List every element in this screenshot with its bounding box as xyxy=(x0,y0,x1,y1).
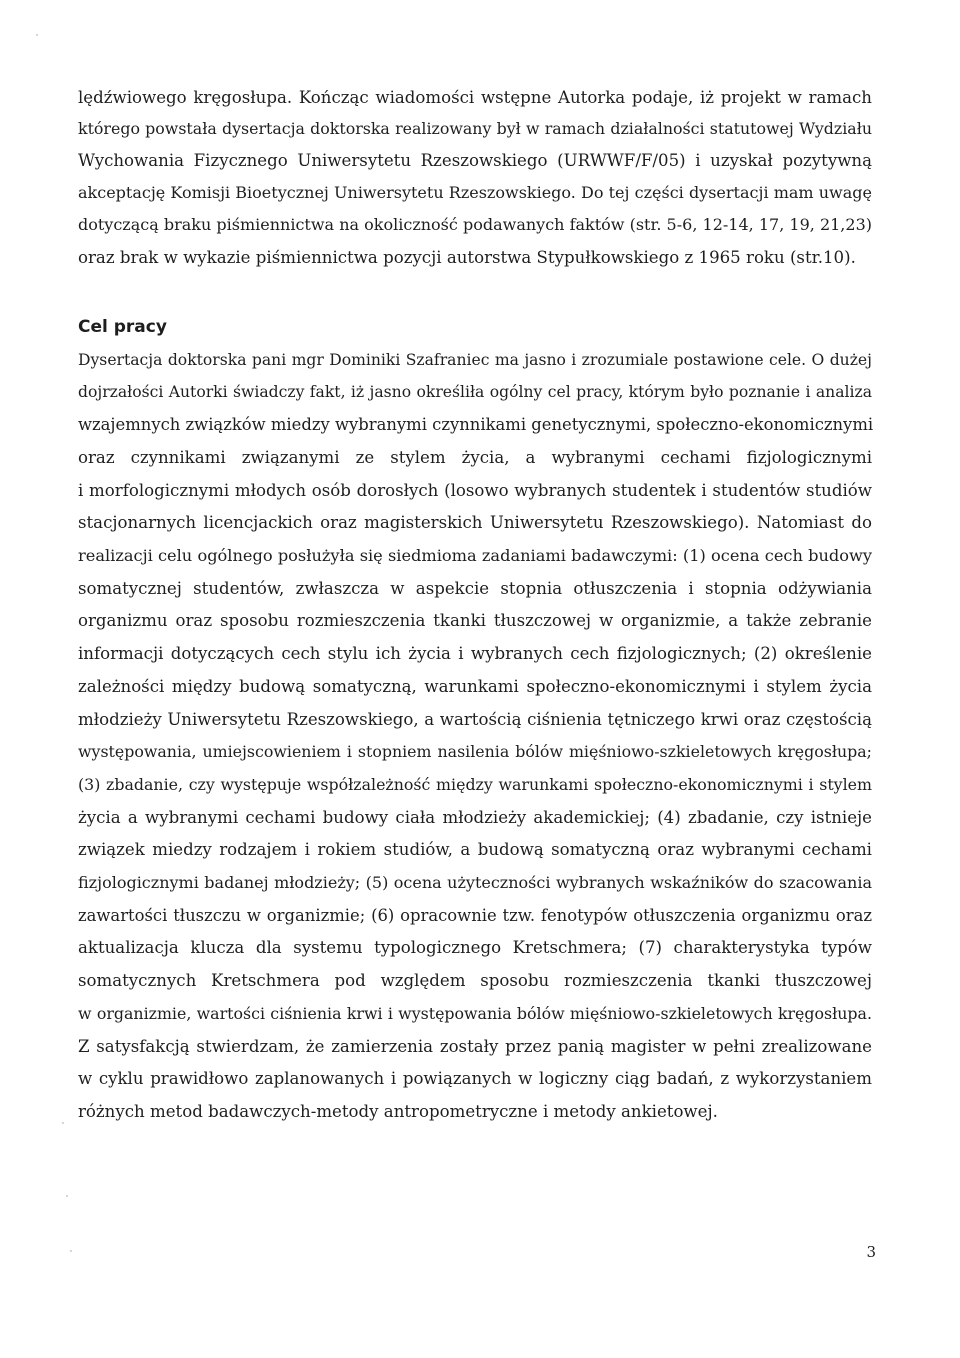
body-line-16: związek miedzy rodzajem i rokiem studiów, a budową somatyczną oraz wybranymi cechami xyxy=(78,840,872,859)
intro-line-5: dotyczącą braku piśmiennictwa na okoliczność podawanych faktów (str. 5-6, 12-14, 17, 19, 21,23) xyxy=(78,215,872,234)
body-line-18: zawartości tłuszczu w organizmie; (6) opracownie tzw. fenotypów otłuszczenia organizmu oraz xyxy=(78,906,872,925)
body-line-5: i morfologicznymi młodych osób dorosłych (losowo wybranych studentek i studentów studiów xyxy=(78,481,872,500)
body-line-21: w organizmie, wartości ciśnienia krwi i występowania bólów mięśniowo-szkieletowych kręgosłupa. xyxy=(78,1004,872,1023)
body-line-2: dojrzałości Autorki świadczy fakt, iż jasno określiła ogólny cel pracy, którym było poznanie i analiza xyxy=(78,383,872,401)
body-line-9: organizmu oraz sposobu rozmieszczenia tkanki tłuszczowej w organizmie, a także zebranie xyxy=(78,611,872,630)
intro-line-6: oraz brak w wykazie piśmiennictwa pozycji autorstwa Stypułkowskiego z 1965 roku (str.10). xyxy=(78,248,856,267)
scan-speck xyxy=(36,34,38,36)
body-line-11: zależności między budową somatyczną, warunkami społeczno-ekonomicznymi i stylem życia xyxy=(78,677,872,696)
intro-line-2: którego powstała dysertacja doktorska realizowany był w ramach działalności statutowej Wydziału xyxy=(78,119,872,138)
intro-line-4: akceptację Komisji Bioetycznej Uniwersytetu Rzeszowskiego. Do tej części dysertacji mam uwagę xyxy=(78,183,872,202)
page-number: 3 xyxy=(866,1243,876,1261)
body-line-10: informacji dotyczących cech stylu ich życia i wybranych cech fizjologicznych; (2) określenie xyxy=(78,644,872,663)
body-line-19: aktualizacja klucza dla systemu typologicznego Kretschmera; (7) charakterystyka typów xyxy=(78,938,872,957)
body-line-3: wzajemnych związków miedzy wybranymi czynnikami genetycznymi, społeczno-ekonomicznymi xyxy=(78,415,874,434)
body-line-17: fizjologicznymi badanej młodzieży; (5) ocena użyteczności wybranych wskaźników do szacowania xyxy=(78,873,872,892)
body-line-13: występowania, umiejscowieniem i stopniem nasilenia bólów mięśniowo-szkieletowych kręgosłupa; xyxy=(78,742,872,761)
body-line-22: Z satysfakcją stwierdzam, że zamierzenia zostały przez panią magister w pełni zrealizowane xyxy=(78,1037,872,1056)
section-heading: Cel pracy xyxy=(78,317,167,337)
body-line-7: realizacji celu ogólnego posłużyła się siedmioma zadaniami badawczymi: (1) ocena cech budowy xyxy=(78,546,872,565)
body-line-15: życia a wybranymi cechami budowy ciała młodzieży akademickiej; (4) zbadanie, czy istnieje xyxy=(78,808,872,827)
body-line-23: w cyklu prawidłowo zaplanowanych i powiązanych w logiczny ciąg badań, z wykorzystaniem xyxy=(78,1069,872,1088)
body-line-4: oraz czynnikami związanymi ze stylem życia, a wybranymi cechami fizjologicznymi xyxy=(78,448,872,467)
body-line-24: różnych metod badawczych-metody antropometryczne i metody ankietowej. xyxy=(78,1102,718,1121)
scan-speck xyxy=(70,1250,72,1252)
scan-speck xyxy=(62,1122,64,1124)
body-line-1: Dysertacja doktorska pani mgr Dominiki Szafraniec ma jasno i zrozumiale postawione cele. O dużej xyxy=(78,351,872,369)
body-line-8: somatycznej studentów, zwłaszcza w aspekcie stopnia otłuszczenia i stopnia odżywiania xyxy=(78,579,872,598)
body-line-6: stacjonarnych licencjackich oraz magisterskich Uniwersytetu Rzeszowskiego). Natomiast do xyxy=(78,513,872,532)
body-line-12: młodzieży Uniwersytetu Rzeszowskiego, a wartością ciśnienia tętniczego krwi oraz częstością xyxy=(78,710,872,729)
body-line-20: somatycznych Kretschmera pod względem sposobu rozmieszczenia tkanki tłuszczowej xyxy=(78,971,872,990)
scan-speck xyxy=(66,1195,68,1197)
intro-line-1: lędźwiowego kręgosłupa. Kończąc wiadomości wstępne Autorka podaje, iż projekt w ramach xyxy=(78,88,872,107)
intro-line-3: Wychowania Fizycznego Uniwersytetu Rzeszowskiego (URWWF/F/05) i uzyskał pozytywną xyxy=(78,151,872,170)
body-line-14: (3) zbadanie, czy występuje współzależność między warunkami społeczno-ekonomicznymi i stylem xyxy=(78,775,872,794)
